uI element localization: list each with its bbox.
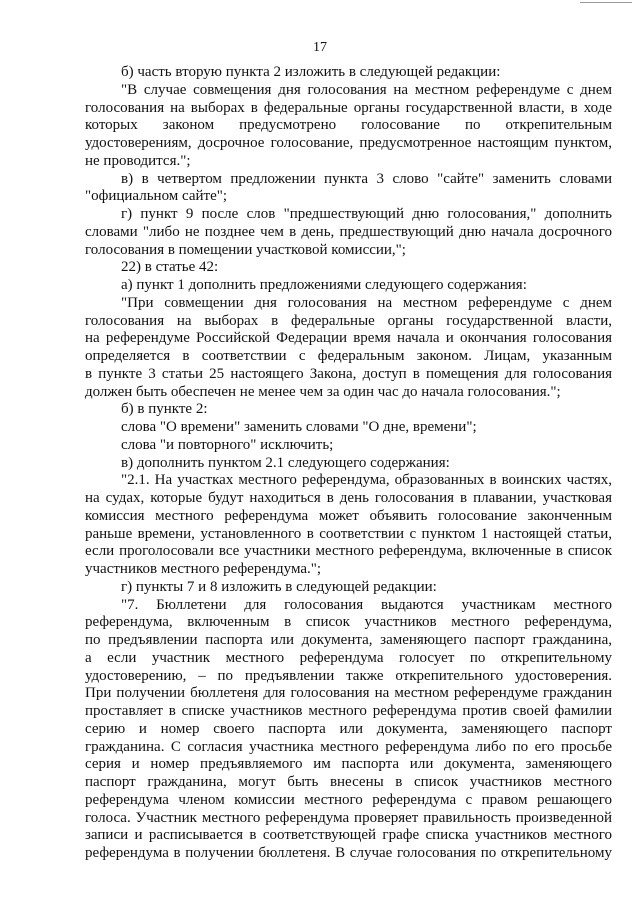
text-line: на референдуме Российской Федерации время начала и окончания голосования	[85, 330, 612, 347]
text-line: г) пункты 7 и 8 изложить в следующей редакции:	[121, 578, 437, 595]
text-line: а если участник местного референдума голосует по открепительному	[85, 649, 612, 666]
text-line: паспорт гражданина, могут быть внесены в список участников местного	[85, 774, 612, 790]
text-line: голосования в помещении участковой комиссии,";	[85, 241, 406, 258]
text-line: референдума в получении бюллетеня. В случае голосования по открепительному	[85, 845, 612, 861]
text-line: удостоверению, – по предъявлении также открепительного удостоверения.	[85, 667, 612, 684]
text-line: удостоверениям, досрочное голосование, предусмотренное настоящим пунктом,	[85, 135, 612, 151]
text-line: которых законом предусмотрено голосование по открепительным	[85, 117, 612, 134]
text-line: определяется в соответствии с федеральным законом. Лицам, указанным	[85, 348, 612, 364]
text-line: слова "и повторного" исключить;	[121, 436, 334, 453]
text-line: слова "О времени" заменить словами "О дне, времени";	[121, 419, 477, 435]
text-line: в) дополнить пунктом 2.1 следующего содержания:	[121, 454, 450, 471]
text-line: на судах, которые будут находиться в день голосования в плавании, участковая	[85, 490, 612, 506]
text-line: "При совмещении дня голосования на местном референдуме с днем	[121, 294, 612, 311]
scan-corner-mark	[580, 2, 632, 3]
text-line: записи и расписывается в соответствующей графе списка участников местного	[85, 827, 612, 844]
text-line: 22) в статье 42:	[121, 259, 219, 276]
text-line: б) часть вторую пункта 2 изложить в следующей редакции:	[121, 64, 501, 80]
text-line: словами "либо не позднее чем в день, предшествующий дню начала досрочного	[85, 223, 612, 240]
text-line: должен быть обеспечен не менее чем за один час до начала голосования.";	[85, 383, 561, 400]
text-line: гражданина. С согласия участника местного референдума либо по его просьбе	[85, 738, 612, 755]
text-line: голосования на выборах в федеральные органы государственной власти,	[85, 312, 612, 329]
text-line: референдума членом комиссии местного референдума с правом решающего	[85, 791, 612, 808]
text-line: раньше времени, установленного в соответствии с пунктом 1 настоящей статьи,	[85, 525, 612, 542]
text-line: "2.1. На участках местного референдума, образованных в воинских частях,	[121, 472, 612, 489]
text-line: по предъявлении паспорта или документа, заменяющего паспорт гражданина,	[85, 632, 612, 648]
text-line: серию и номер своего паспорта или документа, заменяющего паспорт	[85, 720, 612, 737]
text-line: референдума, включенным в список участников местного референдума,	[85, 614, 612, 631]
text-line: участников местного референдума.";	[85, 561, 322, 577]
text-line: не проводится.";	[85, 152, 191, 169]
text-line: б) в пункте 2:	[121, 401, 208, 418]
text-line: голосования на выборах в федеральные органы государственной власти, в ходе	[85, 99, 612, 116]
text-line: проставляет в списке участников местного референдума против своей фамилии	[85, 703, 612, 719]
text-line: "7. Бюллетени для голосования выдаются участникам местного	[121, 596, 612, 613]
text-line: г) пункт 9 после слов "предшествующий дню голосования," дополнить	[121, 206, 612, 222]
text-line: "официальном сайте";	[85, 188, 228, 205]
text-line: При получении бюллетеня для голосования на местном референдуме гражданин	[85, 685, 612, 702]
text-line: в пункте 3 статьи 25 настоящего Закона, доступ в помещения для голосования	[85, 365, 612, 382]
text-line: а) пункт 1 дополнить предложениями следующего содержания:	[121, 277, 527, 293]
page-number: 17	[313, 40, 327, 55]
text-line: в) в четвертом предложении пункта 3 слово "сайте" заменить словами	[121, 170, 612, 187]
text-line: серия и номер предъявляемого им паспорта или документа, заменяющего	[85, 756, 612, 773]
text-line: если проголосовали все участники местного референдума, включенные в список	[85, 543, 612, 560]
text-line: голоса. Участник местного референдума проверяет правильность произведенной	[85, 809, 612, 826]
text-line: комиссия местного референдума может объявить голосование законченным	[85, 507, 612, 524]
document-body	[85, 64, 612, 863]
text-line: "В случае совмещения дня голосования на местном референдуме с днем	[121, 81, 612, 98]
